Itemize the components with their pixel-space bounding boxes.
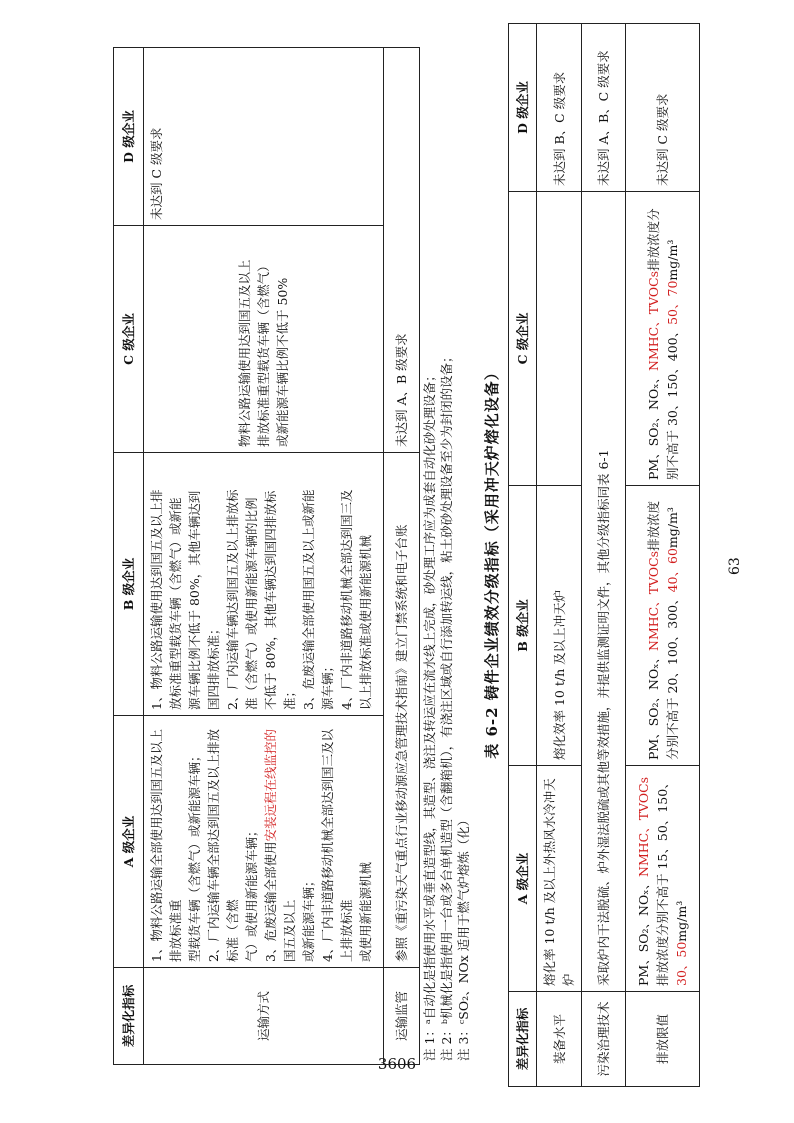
pollutant-list: PM、SO₂、NOₓ、 bbox=[636, 876, 651, 986]
table-note-2: 注 2：ᵇ机械化是指使用一台或多台单机造型（含翻箱机），有浇注区域或自行添加转运线，粘土砂砂处理设备至少为封闭的设备； bbox=[439, 350, 454, 1061]
cell-b-transport bbox=[144, 453, 384, 716]
pollutant-list: PM、SO₂、NOₓ、 bbox=[645, 650, 661, 760]
text-line: 3、危废运输全部使用国五及以上或新能 bbox=[301, 489, 316, 710]
cell-a-transport bbox=[144, 716, 384, 968]
table-row-treatment bbox=[582, 24, 626, 1087]
page-number-left: 3606 bbox=[377, 1055, 417, 1073]
cell-a-equipment: 熔化率 10 t/h 及以上外热风水冷冲天炉 bbox=[537, 766, 582, 992]
text-line: 准； bbox=[282, 684, 297, 710]
unit: mg/m³ bbox=[674, 900, 689, 942]
page-number-right: 63 bbox=[727, 557, 743, 575]
header-indicator: 差异化指标 bbox=[114, 968, 144, 1065]
cell-ab-transport-mgmt: 参照《重污染天气重点行业移动源应急管理技术指南》建立门禁系统和电子台账 bbox=[384, 453, 420, 968]
indicator-treatment: 污染治理技术 bbox=[582, 992, 626, 1087]
header-indicator: 差异化指标 bbox=[509, 992, 537, 1087]
header-d: D 级企业 bbox=[114, 48, 144, 226]
cell-abc-treatment: 采取炉内干法脱硫、炉外湿法脱硫或其他等效措施，并提供监测证明文件，其他分级指标同表 6-1 bbox=[582, 192, 626, 992]
text-line: 物料公路运输使用达到国五及以上 bbox=[237, 259, 252, 447]
red-values: 40、60 bbox=[664, 548, 680, 593]
text-line: 或使用新能源机械 bbox=[358, 861, 373, 962]
header-a: A 级企业 bbox=[509, 766, 537, 992]
red-pollutants: NMHC、TVOCs bbox=[645, 550, 661, 651]
text-line: 源车辆比例不低于 80%，其他车辆达到 bbox=[187, 490, 202, 710]
header-d: D 级企业 bbox=[509, 24, 537, 192]
text-line: 准（含燃气）或使用新能源车辆的比例 bbox=[244, 497, 259, 710]
cell-c-emission bbox=[626, 192, 700, 486]
text-line: 以上排放标准或使用新能源机械 bbox=[358, 534, 373, 710]
table-header-row bbox=[114, 48, 144, 1065]
limit-text: 排放浓度分别不高于 30、150、400、 bbox=[645, 208, 680, 480]
indicator-emission: 排放限值 bbox=[626, 992, 700, 1087]
cell-d-treatment: 未达到 A、B、C 级要求 bbox=[582, 24, 626, 192]
table-row-transport-mgmt bbox=[384, 48, 420, 1065]
cell-d-emission: 未达到 C 级要求 bbox=[626, 24, 700, 192]
indicator-transport-mgmt: 运输监管 bbox=[384, 968, 420, 1065]
cell-c-equipment bbox=[537, 192, 582, 486]
text-line: 1、物料公路运输使用达到国五及以上排 bbox=[149, 489, 164, 710]
text-line: 或新能源车辆； bbox=[301, 874, 316, 962]
text-line: 放标准重型载货车辆（含燃气）或新能 bbox=[168, 497, 183, 710]
cell-b-emission bbox=[626, 486, 700, 766]
indicator-transport: 运输方式 bbox=[144, 968, 384, 1065]
table-note-3: 注 3：ᶜSO₂、NOx 适用于燃气炉熔炼（化） bbox=[456, 813, 471, 1061]
red-pollutants: NMHC、TVOCs bbox=[636, 776, 651, 877]
red-values: 30、50 bbox=[674, 941, 689, 986]
text-line: 1、物料公路运输全部使用达到国五及以上排放标准重 bbox=[149, 729, 183, 962]
text-line: 2、厂内运输车辆全部达到国五及以上排放标准（含燃 bbox=[206, 729, 240, 962]
cell-b-equipment: 熔化效率 10 t/h 及以上冲天炉 bbox=[537, 486, 582, 766]
unit: mg/m³ bbox=[664, 239, 680, 281]
table-row-transport bbox=[144, 48, 384, 1065]
text-line: 型载货车辆（含燃气）或新能源车辆； bbox=[187, 749, 202, 962]
pollutant-list: PM、SO₂、NOₓ、 bbox=[645, 370, 661, 480]
text-line: 排放标准重型载货车辆（含燃气） bbox=[256, 259, 271, 447]
red-pollutants: NMHC、TVOCs bbox=[645, 270, 661, 371]
text-line: 源车辆； bbox=[320, 659, 335, 710]
cell-d-transport: 未达到 C 级要求 bbox=[144, 48, 384, 226]
header-a: A 级企业 bbox=[114, 716, 144, 968]
text-line: 4、厂内非道路移动机械全部达到国三及 bbox=[339, 489, 354, 710]
red-values: 50、70 bbox=[664, 280, 680, 325]
text-line: 不低于 80%，其他车辆达到国四排放标 bbox=[263, 490, 278, 710]
text-line: 气）或使用新能源车辆； bbox=[244, 824, 259, 962]
cell-a-emission bbox=[626, 766, 700, 992]
text-segment: 3、危废运输全部使用 bbox=[263, 841, 278, 962]
text-line: 4、厂内非道路移动机械全部达到国三及以上排放标准 bbox=[320, 729, 354, 962]
header-b: B 级企业 bbox=[509, 486, 537, 766]
text-segment: 国五及以上 bbox=[282, 899, 297, 962]
table-row-equipment bbox=[537, 24, 582, 1087]
unit: mg/m³ bbox=[664, 507, 680, 549]
text-line-highlight bbox=[261, 721, 299, 962]
table-note-1: 注 1：ᵃ自动化是指使用水平或垂直造型线，其造型、浇注及转运应在流水线上完成，砂处理工序应为成套自动化砂处理设备； bbox=[422, 369, 437, 1061]
text-line: 国四排放标准； bbox=[206, 622, 221, 710]
table-header-row bbox=[509, 24, 537, 1087]
header-c: C 级企业 bbox=[509, 192, 537, 486]
cell-d-equipment: 未达到 B、C 级要求 bbox=[537, 24, 582, 192]
red-text: 安装远程在线监控的 bbox=[263, 729, 278, 842]
limit-text: 排放浓度分别不高于 15、50、150、 bbox=[655, 776, 670, 986]
table-6-2 bbox=[508, 23, 700, 1087]
text-line: 2、厂内运输车辆达到国五及以上排放标 bbox=[225, 489, 240, 710]
table-caption: 表 6-2 铸件企业绩效分级指标（采用冲天炉熔化设备） bbox=[483, 364, 501, 759]
text-line: 或新能源车辆比例不低于 50% bbox=[275, 277, 290, 447]
header-b: B 级企业 bbox=[114, 453, 144, 716]
table-row-emission bbox=[626, 24, 700, 1087]
indicator-equipment: 装备水平 bbox=[537, 992, 582, 1087]
cell-c-transport bbox=[144, 226, 384, 453]
header-c: C 级企业 bbox=[114, 226, 144, 453]
cell-cd-transport-mgmt: 未达到 A、B 级要求 bbox=[384, 48, 420, 453]
limit-text: 排放浓度分别不高于 20、100、300、 bbox=[645, 500, 680, 760]
table-continued bbox=[113, 47, 420, 1065]
